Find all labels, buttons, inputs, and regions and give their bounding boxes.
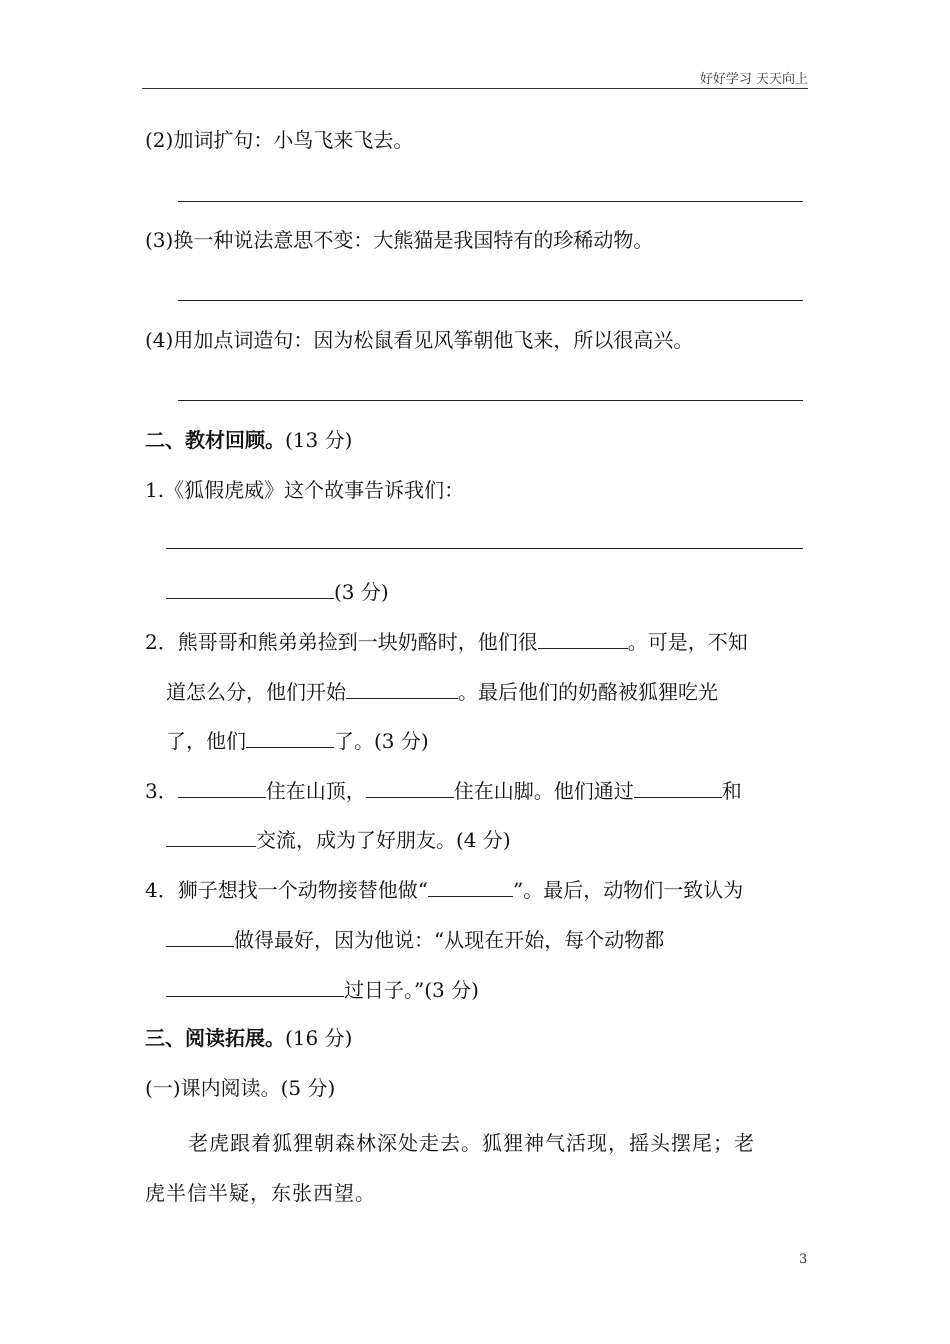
question-4-text-1: 狮子想找一个动物接替他做“	[177, 878, 428, 902]
question-2-line-1	[145, 628, 748, 654]
header-rule	[142, 88, 808, 89]
question-4-line-2	[166, 926, 664, 952]
question-2-line-3	[166, 727, 429, 753]
task-2-answer-line[interactable]	[178, 201, 803, 202]
section-3-title: 三、阅读拓展。	[145, 1026, 285, 1050]
question-3-text-1: 住在山顶，	[265, 779, 366, 803]
question-4-text-3: 做得最好，因为他说：“从现在开始，每个动物都	[234, 928, 665, 952]
question-3-line-2	[166, 826, 511, 852]
subsection-1-label: (一)课内阅读。	[145, 1076, 281, 1100]
question-3-text-2: 住在山脚。他们通过	[453, 779, 634, 803]
question-3-blank-2[interactable]	[366, 777, 454, 798]
page-header: 好好学习 天天向上	[699, 72, 808, 87]
question-4-text-2: ”。最后，动物们一致认为	[512, 878, 744, 902]
section-2-score: (13 分)	[285, 428, 353, 452]
task-3-answer-line[interactable]	[178, 300, 803, 301]
question-3-text-4: 交流，成为了好朋友。	[256, 828, 456, 852]
question-1-answer-line[interactable]	[166, 548, 803, 549]
section-2-heading	[145, 428, 352, 452]
subsection-1-score: (5 分)	[280, 1076, 336, 1100]
question-4-number: 4．	[145, 878, 178, 902]
question-3-line-1	[145, 777, 742, 803]
question-4-line-3	[166, 976, 479, 1002]
question-3-blank-3[interactable]	[634, 777, 722, 798]
question-1-blank[interactable]	[166, 578, 334, 599]
passage-line-2: 虎半信半疑，东张西望。	[145, 1181, 376, 1205]
section-2-title: 二、教材回顾。	[145, 428, 285, 452]
question-2-score: (3 分)	[374, 729, 429, 753]
question-4-blank-3[interactable]	[166, 976, 344, 997]
question-3-text-3: 和	[721, 779, 742, 803]
section-3-score: (16 分)	[285, 1026, 353, 1050]
question-2-text-2: 。可是，不知	[627, 630, 748, 654]
question-3-score: (4 分)	[456, 828, 511, 852]
page-number: 3	[799, 1252, 808, 1267]
question-2-text-4: 。最后他们的奶酪被狐狸吃光	[458, 680, 718, 704]
question-2-blank-2[interactable]	[346, 678, 458, 699]
question-3-blank-1[interactable]	[178, 777, 266, 798]
question-2-blank-3[interactable]	[246, 727, 334, 748]
question-4-score: (3 分)	[424, 978, 479, 1002]
question-2-text-3: 道怎么分，他们开始	[166, 680, 346, 704]
question-2-line-2	[166, 678, 718, 704]
section-3-heading	[145, 1026, 352, 1050]
question-2-text-6: 了。	[334, 729, 374, 753]
subsection-1-heading	[145, 1076, 335, 1100]
question-4-text-4: 过日子。”	[344, 978, 425, 1002]
question-3-number: 3．	[145, 779, 178, 803]
question-4-blank-2[interactable]	[166, 926, 234, 947]
task-4-prompt: (4)用加点词造句：因为松鼠看见风筝朝他飞来，所以很高兴。	[145, 328, 694, 352]
question-1-score: (3 分)	[334, 580, 389, 604]
question-2-blank-1[interactable]	[538, 628, 628, 649]
task-3-prompt: (3)换一种说法意思不变：大熊猫是我国特有的珍稀动物。	[145, 228, 654, 252]
question-1-tail	[166, 578, 389, 604]
question-3-blank-4[interactable]	[166, 826, 256, 847]
question-4-blank-1[interactable]	[428, 876, 513, 897]
passage-line-1: 老虎跟着狐狸朝森林深处走去。狐狸神气活现，摇头摆尾；老	[188, 1131, 755, 1155]
question-2-text-5: 了，他们	[166, 729, 246, 753]
question-2-text-1: 熊哥哥和熊弟弟捡到一块奶酪时，他们很	[177, 630, 538, 654]
question-1-prompt: 1.《狐假虎威》这个故事告诉我们：	[145, 478, 465, 502]
task-4-answer-line[interactable]	[178, 400, 803, 401]
question-2-number: 2．	[145, 630, 178, 654]
question-4-line-1	[145, 876, 743, 902]
task-2-prompt: (2)加词扩句：小鸟飞来飞去。	[145, 128, 414, 152]
